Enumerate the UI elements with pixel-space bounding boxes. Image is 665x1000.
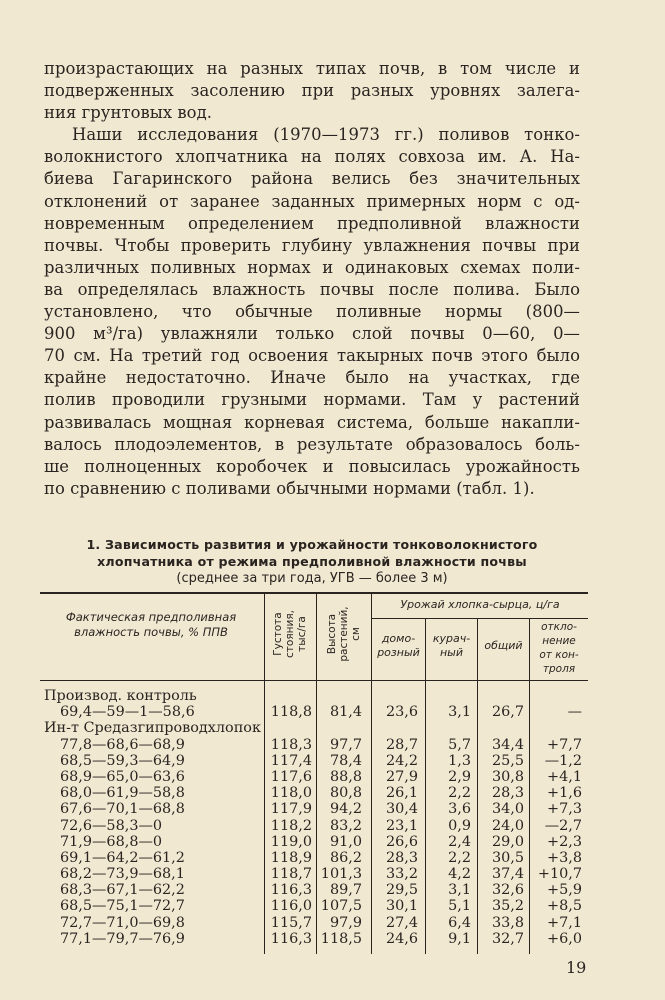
cell-density: 116,3: [270, 930, 312, 947]
header-text: от кон-: [539, 649, 579, 661]
cell-home: 27,9: [385, 768, 418, 785]
cell-deviation: +7,1: [547, 914, 582, 931]
cell-total: 35,2: [491, 898, 524, 915]
group-label-row: [40, 720, 588, 736]
table-row: [40, 882, 588, 898]
header-text: Фактическая предполивная: [65, 610, 237, 624]
header-text: розный: [377, 646, 420, 659]
text-line: полив проводили грузными нормами. Там у растений: [44, 390, 580, 410]
cell-density: 118,7: [270, 866, 312, 883]
cell-moisture: 69,4—59—1—58,6: [60, 704, 195, 721]
text-line: ния грунтовых вод.: [44, 103, 213, 123]
header-total: общий: [484, 639, 523, 652]
cell-deviation: +2,3: [547, 833, 582, 850]
header-moisture: [40, 610, 262, 640]
cell-height: 81,4: [329, 704, 362, 721]
cell-height: 88,8: [329, 768, 362, 785]
cell-kurach: 3,6: [448, 801, 471, 818]
cell-deviation: +4,1: [547, 768, 582, 785]
header-deviation: [530, 620, 588, 676]
table-row: [40, 785, 588, 801]
cell-moisture: 68,0—61,9—58,8: [60, 785, 185, 802]
table-row: [40, 931, 588, 947]
header-text: откло-: [541, 621, 577, 633]
cell-density: 116,3: [270, 882, 312, 899]
header-home: [372, 632, 425, 660]
cell-home: 27,4: [385, 914, 418, 931]
cell-kurach: 0,9: [448, 817, 471, 834]
group-label-row: [40, 688, 588, 704]
group-label: Производ. контроль: [44, 688, 197, 704]
cell-density: 117,9: [270, 801, 312, 818]
group-label: Ин-т Средазгипроводхлопок: [44, 720, 261, 737]
cell-height: 101,3: [320, 866, 362, 883]
cell-kurach: 2,2: [448, 785, 471, 802]
cell-home: 29,5: [385, 882, 418, 899]
cell-home: 30,1: [385, 898, 418, 915]
header-text: влажность почвы, % ППВ: [74, 625, 228, 639]
cell-height: 97,7: [329, 736, 362, 753]
table-row: [40, 866, 588, 882]
header-bottom-rule: [40, 680, 588, 681]
cell-density: 119,0: [270, 833, 312, 850]
header-text: нение: [542, 635, 576, 647]
table-row: [40, 850, 588, 866]
table-row: [40, 769, 588, 785]
header-kurach: [426, 632, 477, 660]
header-density: [272, 590, 308, 678]
cell-home: 23,6: [385, 704, 418, 721]
body-paragraph: [44, 58, 580, 500]
cell-density: 118,2: [270, 817, 312, 834]
cell-moisture: 67,6—70,1—68,8: [60, 801, 185, 818]
table-row: [40, 737, 588, 753]
text-line: валось плодоэлементов, в результате образовалось боль-: [44, 434, 580, 454]
cell-home: 33,2: [385, 866, 418, 883]
text-line: произрастающих на разных типах почв, в том числе и: [44, 59, 580, 78]
cell-moisture: 68,2—73,9—68,1: [60, 866, 185, 883]
page-number: 19: [566, 958, 587, 977]
header-text: ный: [439, 646, 464, 659]
cell-height: 118,5: [320, 930, 362, 947]
header-text: Высота: [326, 613, 338, 655]
cell-total: 29,0: [491, 833, 524, 850]
text-line: развивалась мощная корневая система, больше накапли-: [44, 412, 580, 432]
cell-moisture: 68,9—65,0—63,6: [60, 768, 185, 785]
cell-kurach: 1,3: [448, 752, 471, 769]
table-row: [40, 898, 588, 914]
table-caption: [44, 536, 580, 587]
table-row: [40, 915, 588, 931]
text-line: 70 см. На третий год освоения такырных почв этого было: [44, 346, 580, 366]
cell-kurach: 5,1: [448, 898, 471, 915]
cell-total: 37,4: [491, 866, 524, 883]
text-line: Наши исследования (1970—1973 гг.) поливов тонко-: [72, 125, 580, 145]
cell-moisture: 77,8—68,6—68,9: [60, 736, 185, 753]
cell-kurach: 2,2: [448, 849, 471, 866]
cell-kurach: 2,4: [448, 833, 471, 850]
cell-total: 25,5: [491, 752, 524, 769]
cell-moisture: 72,7—71,0—69,8: [60, 914, 185, 931]
header-height: [326, 590, 362, 678]
text-line: отклонений от заранее заданных примерных норм с од-: [44, 191, 580, 211]
cell-kurach: 5,7: [448, 736, 471, 753]
cell-moisture: 68,3—67,1—62,2: [60, 882, 185, 899]
header-text: тыс/га: [296, 616, 308, 652]
cell-moisture: 68,5—75,1—72,7: [60, 898, 185, 915]
text-line: различных поливных нормах и одинаковых схемах поли-: [44, 257, 580, 277]
cell-height: 78,4: [329, 752, 362, 769]
cell-home: 26,6: [385, 833, 418, 850]
table-row: [40, 704, 588, 720]
cell-total: 34,4: [491, 736, 524, 753]
header-text: растений,: [338, 606, 350, 662]
yield-group-rule: [371, 618, 588, 619]
cell-deviation: +7,3: [547, 801, 582, 818]
data-table: [40, 592, 588, 954]
cell-total: 32,7: [491, 930, 524, 947]
cell-kurach: 3,1: [448, 882, 471, 899]
cell-home: 26,1: [385, 785, 418, 802]
cell-density: 118,3: [270, 736, 312, 753]
header-text: Густота: [272, 612, 284, 656]
cell-density: 118,0: [270, 785, 312, 802]
cell-density: 118,9: [270, 849, 312, 866]
text-line: почвы. Чтобы проверить глубину увлажнения почвы при: [44, 235, 580, 255]
cell-height: 89,7: [329, 882, 362, 899]
cell-deviation: —: [567, 704, 582, 721]
header-text: троля: [542, 663, 576, 675]
caption-subtitle: (среднее за три года, УГВ — более 3 м): [176, 571, 448, 586]
caption-title-line-1: 1. Зависимость развития и урожайности тонковолокнистого: [86, 537, 538, 552]
cell-total: 26,7: [491, 704, 524, 721]
text-line: по сравнению с поливами обычными нормами (табл. 1).: [44, 478, 535, 498]
table-row: [40, 753, 588, 769]
cell-moisture: 72,6—58,3—0: [60, 817, 163, 834]
cell-home: 28,7: [385, 736, 418, 753]
cell-deviation: +5,9: [547, 882, 582, 899]
cell-deviation: +3,8: [547, 849, 582, 866]
cell-height: 107,5: [320, 898, 362, 915]
text-line: крайне недостаточно. Иначе было на участках, где: [44, 368, 580, 388]
header-yield-group: Урожай хлопка-сырца, ц/га: [400, 598, 560, 611]
text-line: биева Гагаринского района велись без значительных: [44, 169, 580, 189]
text-line: ше полноценных коробочек и повысилась урожайность: [44, 456, 580, 476]
table-top-rule: [40, 592, 588, 594]
text-line: новременным определением предполивной влажности: [44, 213, 580, 233]
text-line: подверженных засолению при разных уровнях залега-: [44, 81, 580, 101]
cell-height: 86,2: [329, 849, 362, 866]
cell-total: 30,5: [491, 849, 524, 866]
cell-density: 117,6: [270, 768, 312, 785]
cell-height: 80,8: [329, 785, 362, 802]
cell-total: 30,8: [491, 768, 524, 785]
cell-kurach: 3,1: [448, 704, 471, 721]
cell-kurach: 9,1: [448, 930, 471, 947]
cell-total: 24,0: [491, 817, 524, 834]
cell-deviation: +7,7: [547, 736, 582, 753]
cell-moisture: 71,9—68,8—0: [60, 833, 163, 850]
cell-kurach: 4,2: [448, 866, 471, 883]
cell-kurach: 6,4: [448, 914, 471, 931]
cell-total: 28,3: [491, 785, 524, 802]
caption-title-line-2: хлопчатника от режима предполивной влажности почвы: [97, 554, 527, 569]
header-text: домо-: [381, 632, 416, 645]
cell-total: 33,8: [491, 914, 524, 931]
cell-density: 117,4: [270, 752, 312, 769]
cell-moisture: 77,1—79,7—76,9: [60, 930, 185, 947]
cell-home: 28,3: [385, 849, 418, 866]
table-body: [40, 688, 588, 947]
table-row: [40, 818, 588, 834]
cell-kurach: 2,9: [448, 768, 471, 785]
cell-deviation: —1,2: [544, 752, 582, 769]
text-line: 900 м³/га) увлажняли только слой почвы 0—60, 0—: [44, 324, 580, 344]
cell-deviation: +1,6: [547, 785, 582, 802]
cell-deviation: —2,7: [544, 817, 582, 834]
table-row: [40, 801, 588, 817]
text-line: установлено, что обычные поливные нормы (800—: [44, 302, 580, 322]
header-text: стояния,: [284, 610, 296, 658]
cell-height: 91,0: [329, 833, 362, 850]
cell-height: 97,9: [329, 914, 362, 931]
cell-height: 94,2: [329, 801, 362, 818]
cell-home: 24,6: [385, 930, 418, 947]
cell-home: 30,4: [385, 801, 418, 818]
cell-moisture: 69,1—64,2—61,2: [60, 849, 185, 866]
cell-deviation: +8,5: [547, 898, 582, 915]
text-line: ва определялась влажность почвы после полива. Было: [44, 279, 580, 299]
cell-density: 116,0: [270, 898, 312, 915]
text-line: волокнистого хлопчатника на полях совхоза им. А. На-: [44, 147, 580, 167]
header-text: см: [350, 627, 362, 641]
header-text: курач-: [432, 632, 471, 645]
table-row: [40, 834, 588, 850]
cell-deviation: +6,0: [547, 930, 582, 947]
cell-density: 115,7: [270, 914, 312, 931]
cell-home: 24,2: [385, 752, 418, 769]
cell-home: 23,1: [385, 817, 418, 834]
cell-height: 83,2: [329, 817, 362, 834]
cell-density: 118,8: [270, 704, 312, 721]
cell-moisture: 68,5—59,3—64,9: [60, 752, 185, 769]
cell-total: 32,6: [491, 882, 524, 899]
cell-total: 34,0: [491, 801, 524, 818]
cell-deviation: +10,7: [537, 866, 582, 883]
